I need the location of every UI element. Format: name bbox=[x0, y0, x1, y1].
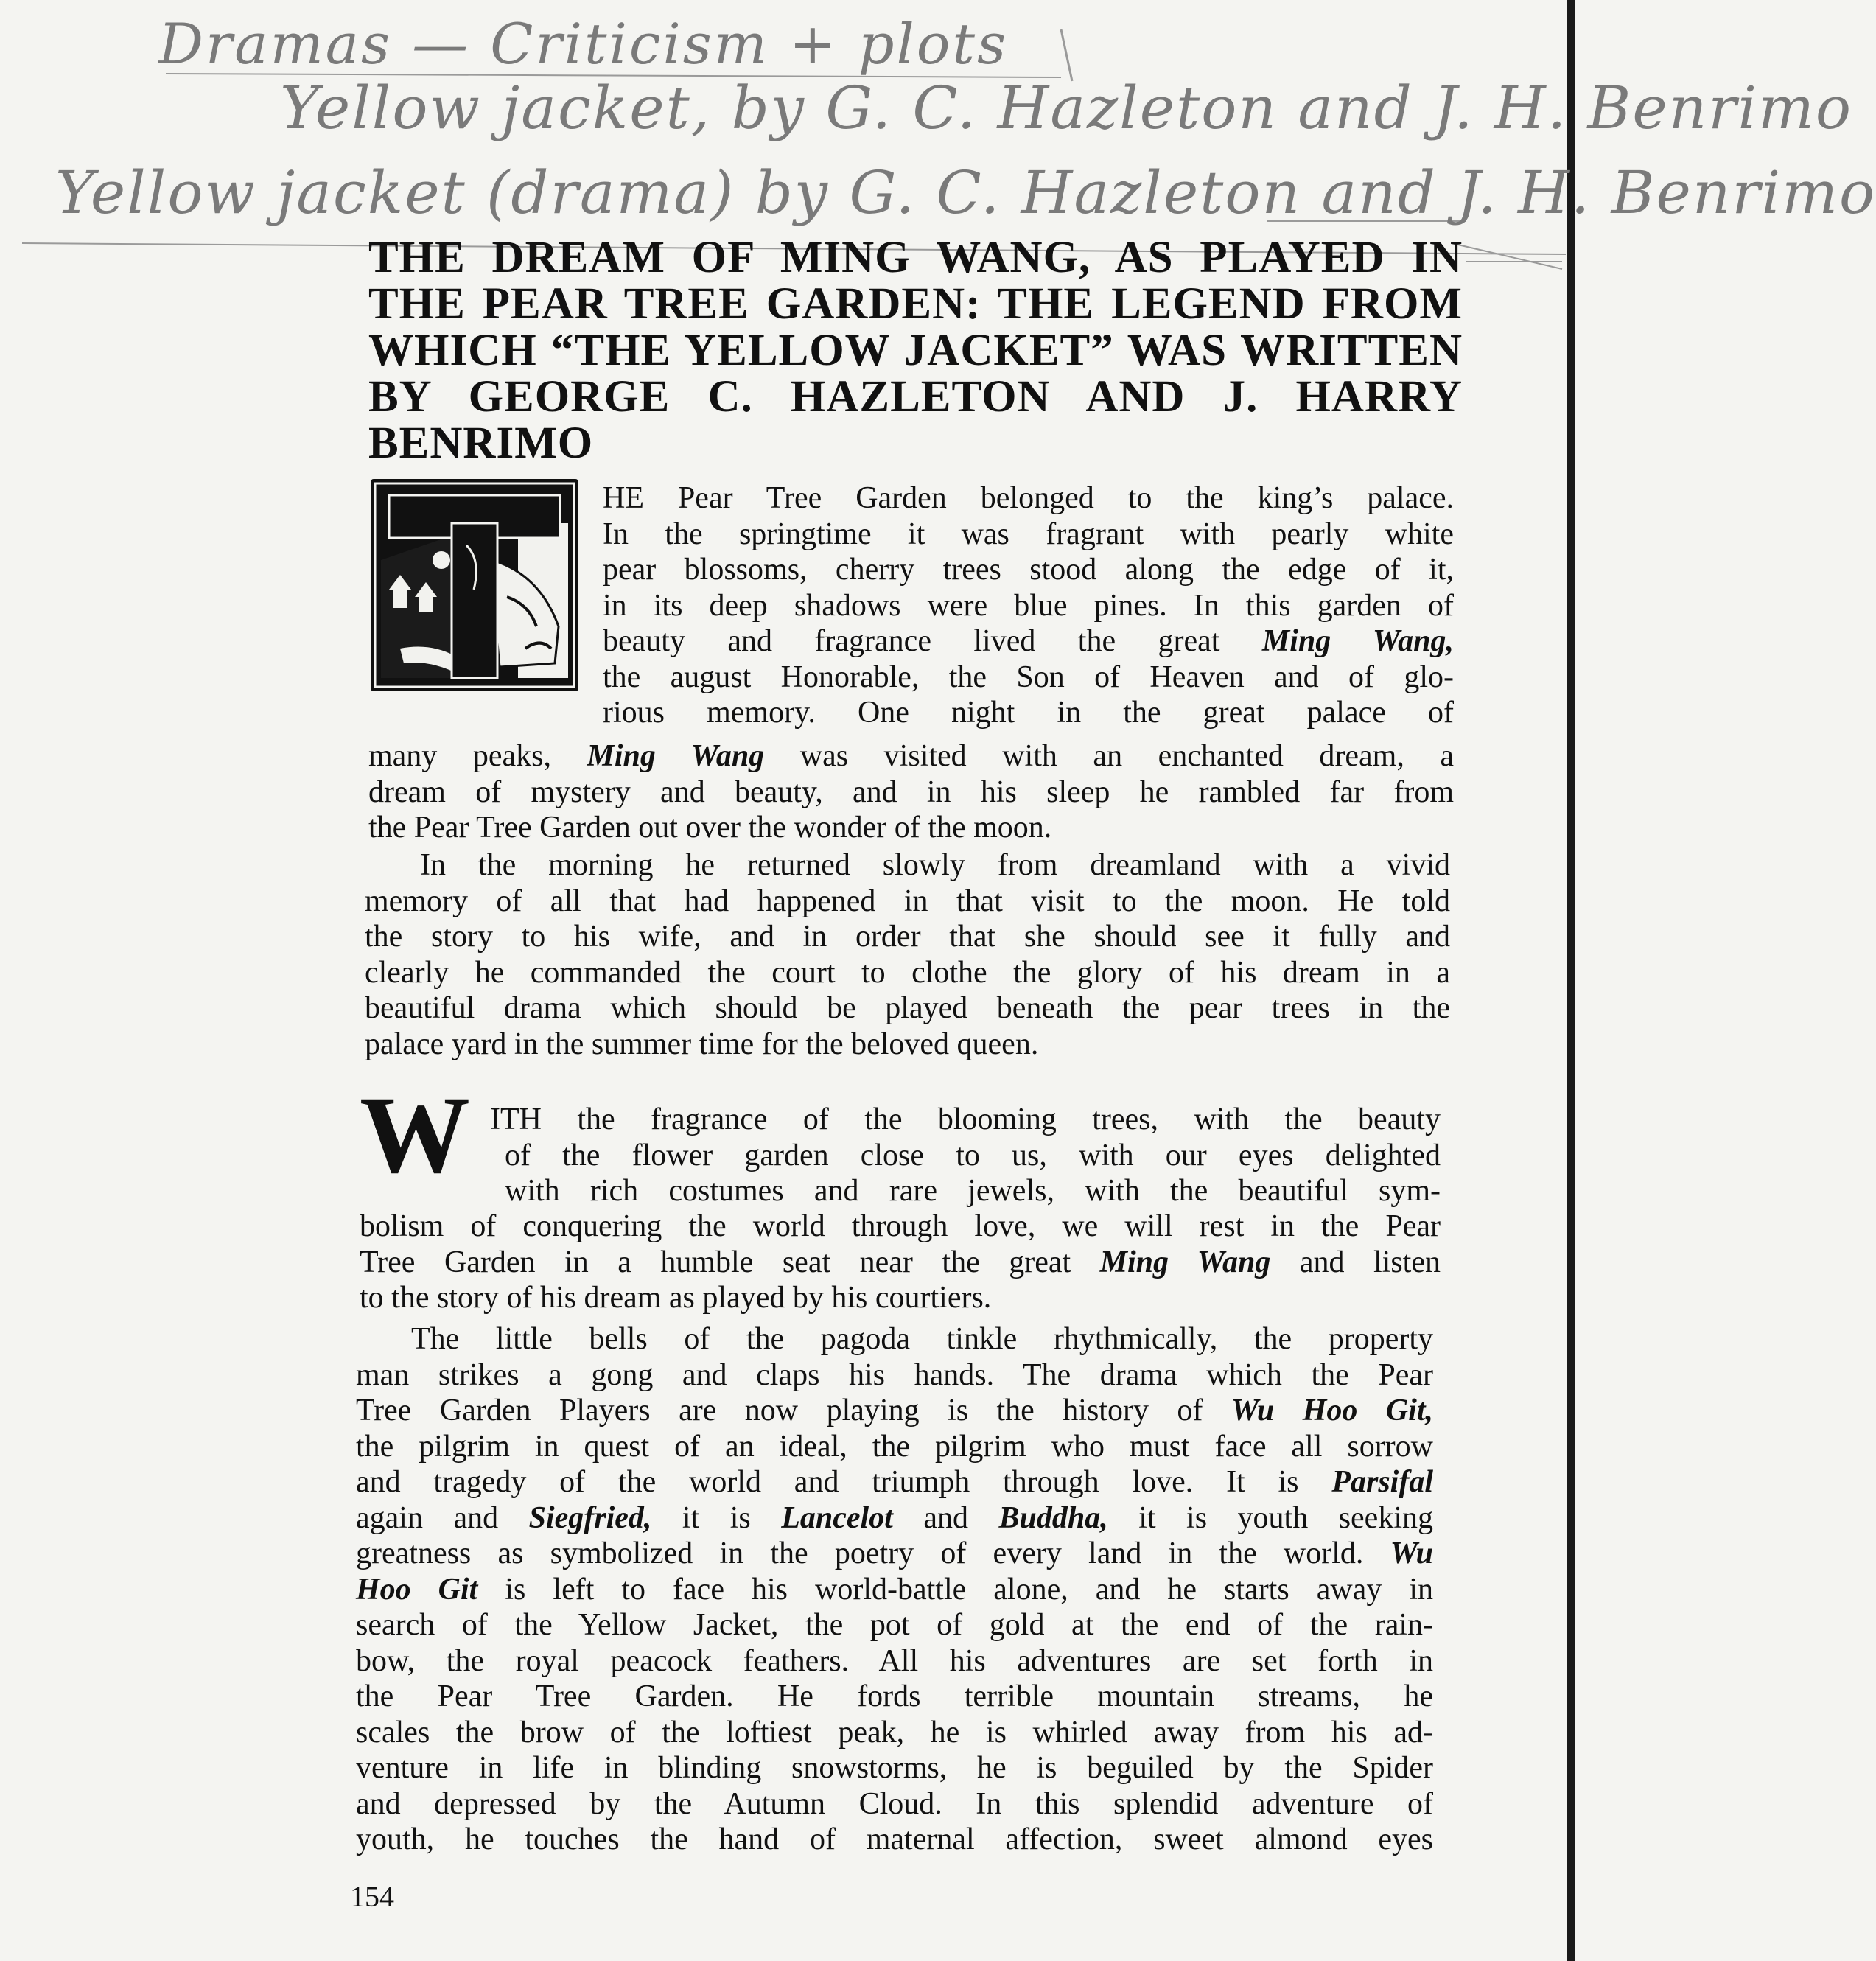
text-line: bolism of conquering the world through love, we will rest in the Pear bbox=[360, 1209, 1441, 1243]
text-line: ITH the fragrance of the blooming trees, with the beauty bbox=[490, 1102, 1441, 1136]
text-line: venture in life in blinding snowstorms, he is beguiled by the Spider bbox=[356, 1751, 1433, 1785]
text-line: pear blossoms, cherry trees stood along the edge of it, bbox=[603, 553, 1454, 587]
text-line: many peaks, Ming Wang was visited with an enchanted dream, a bbox=[368, 739, 1455, 773]
annotation-line-3: Yellow jacket (drama) by G. C. Hazleton and J. H. Benrimo bbox=[55, 158, 1876, 227]
text-line: beautiful drama which should be played beneath the pear trees in the bbox=[365, 991, 1450, 1025]
dropcap-t-illustration bbox=[371, 479, 578, 691]
text-line: memory of all that had happened in that visit to the moon. He told bbox=[365, 884, 1450, 918]
text-line: youth, he touches the hand of maternal affection, sweet almond eyes bbox=[356, 1822, 1433, 1856]
paragraph-1-narrow bbox=[603, 480, 1454, 731]
text-line: the pilgrim in quest of an ideal, the pilgrim who must face all sorrow bbox=[356, 1429, 1433, 1464]
article-title: THE DREAM OF MING WANG, AS PLAYED IN THE PEAR TREE GARDEN: THE LEGEND FROM WHICH “THE YELLOW JACKET” WAS WRITTEN BY GEORGE C. HAZLETON AND J. HARRY BENRIMO bbox=[368, 233, 1463, 468]
text-line: bow, the royal peacock feathers. All his adventures are set forth in bbox=[356, 1643, 1433, 1678]
text-line: Tree Garden in a humble seat near the great Ming Wang and listen bbox=[360, 1245, 1441, 1279]
text-line: the august Honorable, the Son of Heaven and of glo- bbox=[603, 660, 1454, 694]
paragraph-3-narrow bbox=[490, 1102, 1441, 1209]
text-line: the story to his wife, and in order that she should see it fully and bbox=[365, 920, 1450, 954]
text-line: In the springtime it was fragrant with pearly white bbox=[603, 517, 1454, 551]
text-line: palace yard in the summer time for the beloved queen. bbox=[365, 1027, 1039, 1061]
text-line: and tragedy of the world and triumph through love. It is Parsifal bbox=[356, 1465, 1433, 1499]
text-line: Tree Garden Players are now playing is the history of Wu Hoo Git, bbox=[356, 1394, 1434, 1427]
italic-name: Hoo Git bbox=[356, 1572, 478, 1607]
handwritten-annotations bbox=[0, 0, 1876, 265]
paragraph-1-full bbox=[368, 738, 1454, 846]
annotation-line-1: Dramas — Criticism + plots bbox=[158, 11, 1009, 77]
paragraph-4 bbox=[356, 1321, 1433, 1858]
page-edge bbox=[1567, 0, 1575, 1961]
text-line: again and Siegfried, it is Lancelot and Buddha, it is youth seeking bbox=[356, 1500, 1433, 1535]
italic-name: Ming Wang, bbox=[1261, 624, 1454, 658]
page-number: 154 bbox=[350, 1880, 394, 1913]
italic-name: Wu bbox=[1390, 1537, 1433, 1570]
text-line: the Pear Tree Garden. He fords terrible mountain streams, he bbox=[356, 1679, 1433, 1713]
text-line: Hoo Git is left to face his world-battle alone, and he starts away in bbox=[356, 1572, 1433, 1607]
dropcap-w: W bbox=[360, 1074, 470, 1196]
italic-name: Ming Wang bbox=[1099, 1245, 1271, 1279]
text-line: man strikes a gong and claps his hands. The drama which the Pear bbox=[356, 1357, 1433, 1392]
text-line: The little bells of the pagoda tinkle rhythmically, the property bbox=[411, 1322, 1433, 1356]
text-line: the Pear Tree Garden out over the wonder of the moon. bbox=[368, 811, 1052, 845]
text-line: clearly he commanded the court to clothe the glory of his dream in a bbox=[365, 955, 1450, 990]
italic-name: Wu Hoo Git, bbox=[1231, 1394, 1434, 1427]
text-line: rious memory. One night in the great palace of bbox=[603, 696, 1454, 730]
paragraph-2 bbox=[365, 847, 1450, 1062]
text-line: search of the Yellow Jacket, the pot of gold at the end of the rain- bbox=[356, 1608, 1433, 1642]
text-line: with rich costumes and rare jewels, with the beautiful sym- bbox=[505, 1174, 1441, 1208]
text-line: In the morning he returned slowly from dreamland with a vivid bbox=[420, 848, 1450, 882]
annotation-line-2: Yellow jacket, by G. C. Hazleton and J. H. Benrimo bbox=[280, 74, 1853, 142]
text-line: greatness as symbolized in the poetry of every land in the world. Wu bbox=[356, 1537, 1433, 1570]
text-line: scales the brow of the loftiest peak, he is whirled away from his ad- bbox=[356, 1715, 1433, 1749]
text-line: to the story of his dream as played by his courtiers. bbox=[360, 1281, 992, 1315]
paragraph-3-full bbox=[360, 1209, 1441, 1316]
italic-name: Ming Wang bbox=[587, 739, 765, 773]
text-line: of the flower garden close to us, with our eyes delighted bbox=[505, 1138, 1441, 1172]
text-line: beauty and fragrance lived the great Ming Wang, bbox=[603, 624, 1454, 658]
text-line: dream of mystery and beauty, and in his sleep he rambled far from bbox=[368, 775, 1454, 809]
italic-name: Parsifal bbox=[1331, 1465, 1433, 1499]
text-line: in its deep shadows were blue pines. In this garden of bbox=[603, 588, 1454, 623]
text-line: and depressed by the Autumn Cloud. In this splendid adventure of bbox=[356, 1786, 1433, 1821]
text-line: HE Pear Tree Garden belonged to the king’s palace. bbox=[603, 481, 1454, 515]
